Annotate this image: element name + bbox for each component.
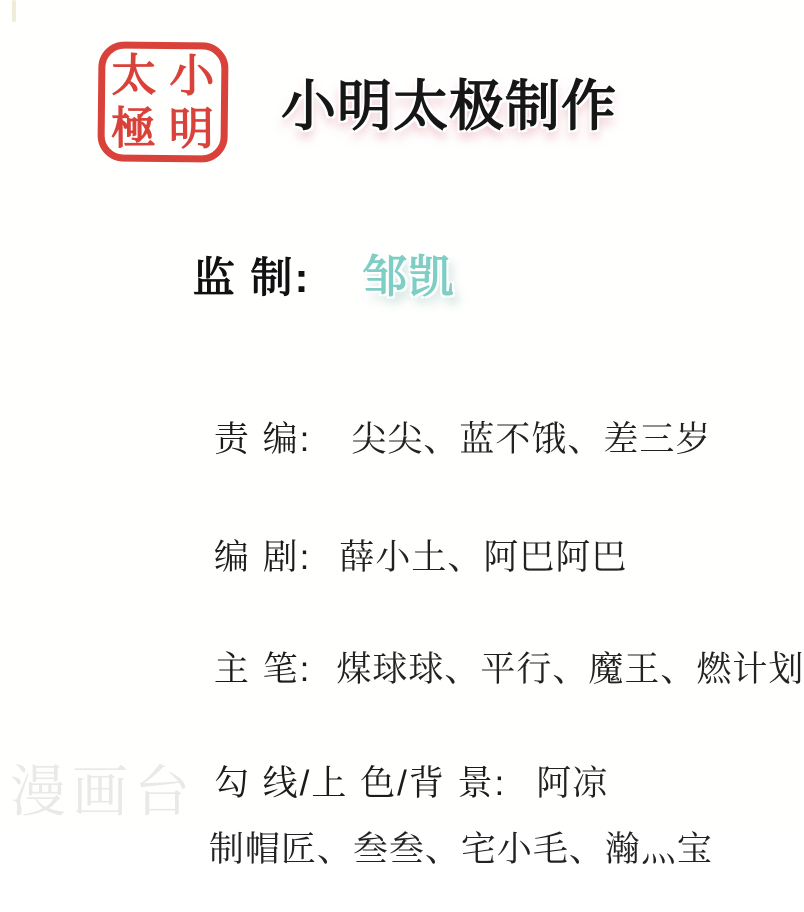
credit-row-supervisor: [175, 222, 454, 323]
credit-row-editors: [175, 372, 711, 502]
credit-row-assistants: [170, 782, 713, 912]
credit-label: 监 制:: [192, 254, 311, 301]
credit-value: 制帽匠、叁叁、宅小毛、瀚灬宝: [208, 830, 713, 869]
credit-value: 煤球球、平行、魔王、燃计划: [336, 650, 804, 689]
credit-label: 编 剧:: [213, 538, 312, 577]
credit-row-screenwriters: [175, 490, 627, 620]
credit-value: 尖尖、蓝不饿、差三岁: [351, 420, 712, 459]
seal-char-ming: 明: [169, 102, 215, 156]
scan-artifact: [12, 0, 16, 22]
manhuatai-watermark: 漫画台: [10, 760, 196, 823]
credit-label: 责 编:: [213, 420, 312, 459]
credit-row-lead-artists: [175, 602, 804, 732]
studio-seal-stamp: [97, 41, 228, 162]
seal-char-tai: 太: [111, 48, 157, 102]
seal-char-xiao: 小: [169, 49, 215, 103]
credit-label: 勾 线/上 色/背 景:: [213, 764, 507, 803]
seal-char-ji: 極: [111, 101, 157, 155]
production-title: 小明太极制作: [281, 75, 618, 137]
credit-label: 主 笔:: [213, 650, 312, 689]
credit-value: 邹凯: [362, 251, 455, 302]
credit-value: 薛小土、阿巴阿巴: [339, 538, 628, 577]
credit-value: 阿凉: [536, 764, 609, 803]
